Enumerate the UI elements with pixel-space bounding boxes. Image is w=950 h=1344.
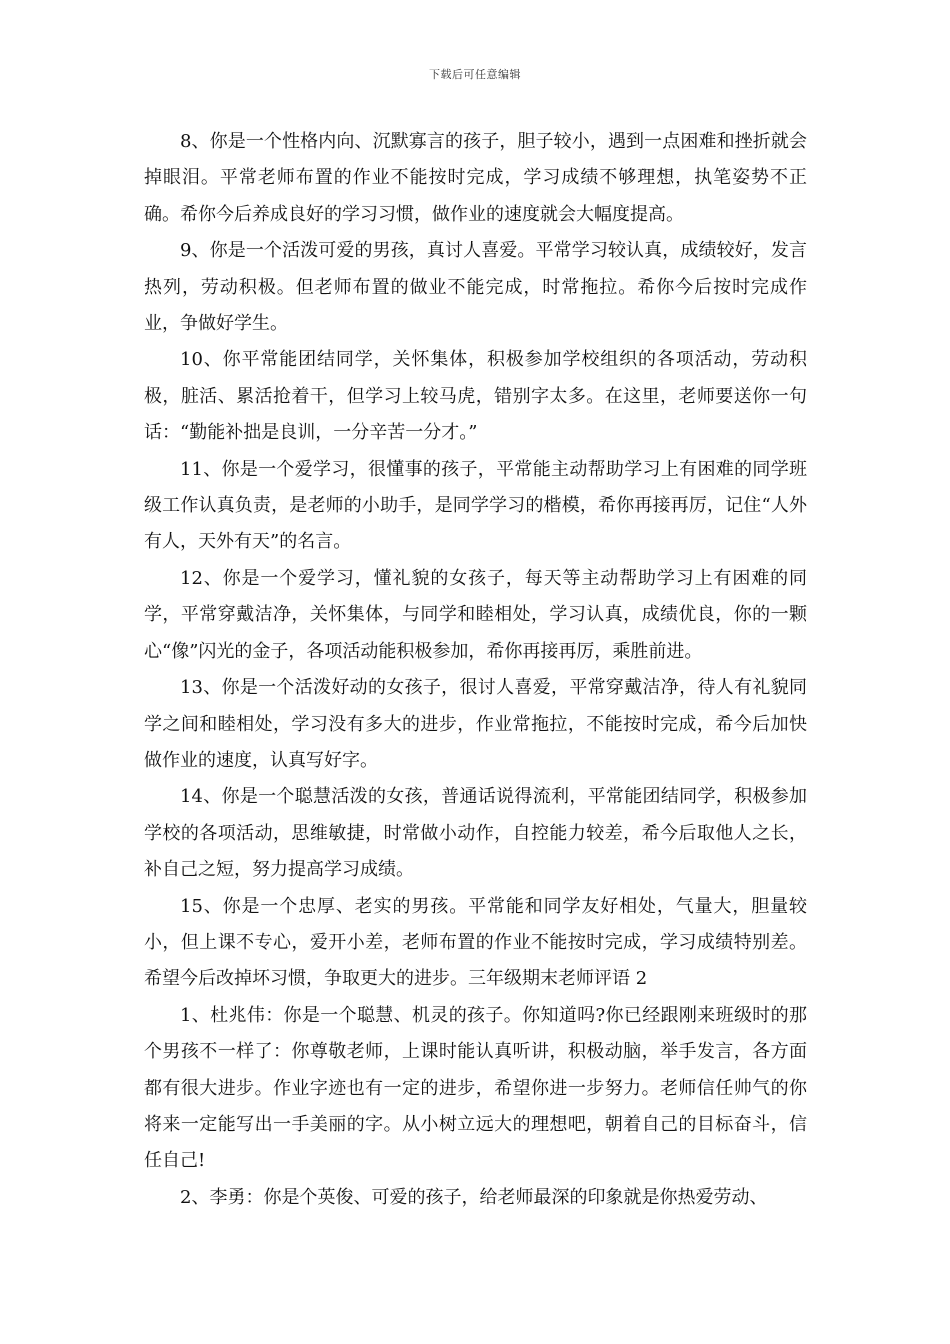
paragraph-comment-14: 14、你是一个聪慧活泼的女孩，普通话说得流利，平常能团结同学，积极参加学校的各项活动，思维敏捷，时常做小动作，自控能力较差，希今后取他人之长，补自己之短，努力提高学习成绩。 <box>144 786 807 881</box>
paragraph-comment-12: 12、你是一个爱学习，懂礼貌的女孩子，每天等主动帮助学习上有困难的同学，平常穿戴洁净，关怀集体，与同学和睦相处，学习认真，成绩优良，你的一颗心“像”闪光的金子，各项活动能积极参加，希你再接再厉，乘胜前进。 <box>144 567 807 662</box>
paragraph-comment-15: 15、你是一个忠厚、老实的男孩。平常能和同学友好相处，气量大，胆量较小，但上课不专心，爱开小差，老师布置的作业不能按时完成，学习成绩特别差。希望今后改掉坏习惯，争取更大的进步。三年级期末老师评语 2 <box>144 895 807 990</box>
paragraph-comment-du-zhaowei: 1、杜兆伟：你是一个聪慧、机灵的孩子。你知道吗?你已经跟刚来班级时的那个男孩不一样了：你尊敬老师，上课时能认真听讲，积极动脑，举手发言，各方面都有很大进步。作业字迹也有一定的进步，希望你进一步努力。老师信任帅气的你将来一定能写出一手美丽的字。从小树立远大的理想吧，朝着自己的目标奋斗，信任自己! <box>144 1004 807 1172</box>
document-body <box>144 124 807 1216</box>
paragraph-comment-11: 11、你是一个爱学习，很懂事的孩子，平常能主动帮助学习上有困难的同学班级工作认真负责，是老师的小助手，是同学学习的楷模，希你再接再厉，记住“人外有人，天外有天”的名言。 <box>144 458 807 553</box>
paragraph-comment-li-yong: 2、李勇：你是个英俊、可爱的孩子，给老师最深的印象就是你热爱劳动、 <box>180 1186 768 1208</box>
paragraph-comment-10: 10、你平常能团结同学，关怀集体，积极参加学校组织的各项活动，劳动积极，脏活、累活抢着干，但学习上较马虎，错别字太多。在这里，老师要送你一句话：“勤能补拙是良训，一分辛苦一分才。” <box>144 349 807 444</box>
paragraph-comment-13: 13、你是一个活泼好动的女孩子，很讨人喜爱，平常穿戴洁净，待人有礼貌同学之间和睦相处，学习没有多大的进步，作业常拖拉，不能按时完成，希今后加快做作业的速度，认真写好字。 <box>144 677 807 771</box>
page-header: 下载后可任意编辑 <box>429 68 521 81</box>
paragraph-comment-9: 9、你是一个活泼可爱的男孩，真讨人喜爱。平常学习较认真，成绩较好，发言热列，劳动积极。但老师布置的做业不能完成，时常拖拉。希你今后按时完成作业，争做好学生。 <box>144 240 807 335</box>
paragraph-comment-8: 8、你是一个性格内向、沉默寡言的孩子，胆子较小，遇到一点困难和挫折就会掉眼泪。平常老师布置的作业不能按时完成，学习成绩不够理想，执笔姿势不正确。希你今后养成良好的学习习惯，做作业的速度就会大幅度提高。 <box>144 131 807 225</box>
